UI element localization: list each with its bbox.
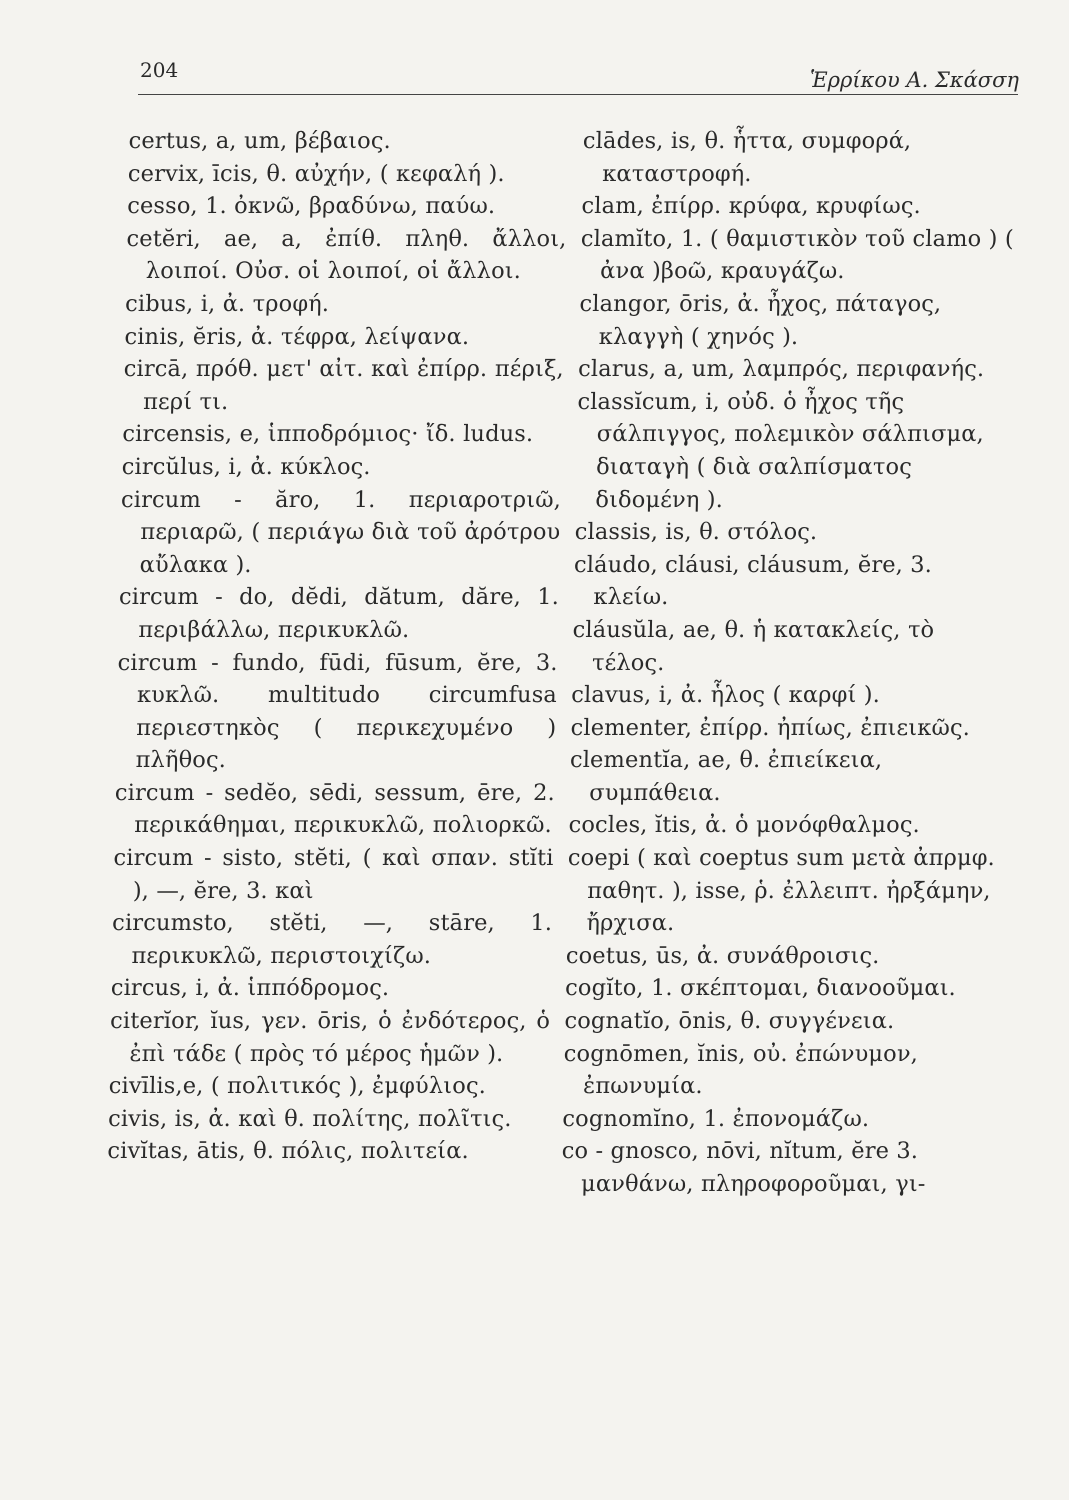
dictionary-entry: cocles, ĭtis, ἀ. ὁ μονόφθαλμος. xyxy=(568,812,921,839)
dictionary-entry: clarus, a, um, λαμπρός, περιφανής. xyxy=(577,356,985,383)
dictionary-entry: cognatĭo, ōnis, θ. συγγένεια. xyxy=(564,1008,895,1035)
dictionary-entry: certus, a, um, βέβαιος. xyxy=(128,128,392,154)
dictionary-entry: circus, i, ἀ. ἱππόδρομος. xyxy=(110,975,390,1002)
dictionary-entry: clangor, ōris, ἀ. ἦχος, πάταγος, κλαγγὴ ( χηνός ). xyxy=(579,290,942,350)
dictionary-entry: circŭlus, i, ἀ. κύκλος. xyxy=(121,453,372,480)
dictionary-entry: circum - fundo, fūdi, fūsum, ĕre, 3. κυκλῶ. multitudo circumfusa περιεστηκὸς ( περικεχυμένο ) πλῆθος. xyxy=(117,649,558,774)
dictionary-entry: cogĭto, 1. σκέπτομαι, διανοοῦμαι. xyxy=(564,975,957,1002)
dictionary-entry: cibus, i, ἀ. τροφή. xyxy=(124,290,330,317)
dictionary-entry: circum - do, dĕdi, dătum, dăre, 1. περιβάλλω, περικυκλῶ. xyxy=(118,584,560,643)
dictionary-entry: civis, is, ἀ. καὶ θ. πολίτης, πολῖτις. xyxy=(107,1105,512,1132)
dictionary-entry: clamĭto, 1. ( θαμιστικὸν τοῦ clamo ) ( ἀνα )βοῶ, κραυγάζω. xyxy=(580,225,1015,285)
dictionary-entry: circā, πρόθ. μετ' αἰτ. καὶ ἐπίρρ. πέριξ, περί τι. xyxy=(123,356,565,415)
dictionary-entry: coepi ( καὶ coeptus sum μετὰ ἀπρμφ. παθητ. ), isse, ῥ. ἐλλειπτ. ἠρξάμην, ἤρχισα. xyxy=(567,845,996,937)
running-head: Ἑρρίκου Α. Σκάσση xyxy=(809,68,1019,92)
dictionary-entry: citerĭor, ĭus, γεν. ōris, ὁ ἐνδότερος, ὁ ἐπὶ τάδε ( πρὸς τό μέρος ἡμῶν ). xyxy=(109,1008,551,1067)
dictionary-entry: classis, is, θ. στόλος. xyxy=(574,519,818,546)
dictionary-entry: cláudo, cláusi, cláusum, ĕre, 3. κλείω. xyxy=(573,551,933,611)
dictionary-entry: civĭtas, ātis, θ. πόλις, πολιτεία. xyxy=(107,1138,470,1165)
dictionary-entry: cláusŭla, ae, θ. ἡ κατακλείς, τὸ τέλος. xyxy=(572,616,935,676)
dictionary-entry: clādes, is, θ. ἧττα, συμφορά, καταστροφή. xyxy=(582,128,912,187)
dictionary-entry: cervix, īcis, θ. αὐχήν, ( κεφαλή ). xyxy=(127,160,506,187)
dictionary-entry: circum - sisto, stĕti, ( καὶ σπαν. stĭti ), —, ĕre, 3. καὶ xyxy=(113,845,554,904)
dictionary-entry: circum - sedĕo, sēdi, sessum, ēre, 2. περικάθημαι, περικυκλῶ, πολιορκῶ. xyxy=(114,779,556,839)
left-column xyxy=(107,125,569,1168)
dictionary-entry: classĭcum, i, οὐδ. ὁ ἦχος τῆς σάλπιγγος, πολεμικὸν σάλπισμα, διαταγὴ ( διὰ σαλπίσματος διδομένη ). xyxy=(577,388,985,513)
dictionary-entry: cognomĭno, 1. ἐπονομάζω. xyxy=(562,1105,870,1132)
dictionary-entry: clementer, ἐπίρρ. ἠπίως, ἐπιεικῶς. xyxy=(570,714,971,741)
dictionary-entry: clam, ἐπίρρ. κρύφα, κρυφίως. xyxy=(581,193,922,220)
dictionary-entry: co - gnosco, nōvi, nĭtum, ĕre 3. μανθάνω, πληροφοροῦμαι, γι- xyxy=(561,1138,926,1197)
dictionary-entry: circum - ăro, 1. περιαροτριῶ, περιαρῶ, ( περιάγω διὰ τοῦ ἀρότρου αὔλακα ). xyxy=(120,486,562,578)
dictionary-entry: cognōmen, ĭnis, οὐ. ἐπώνυμον, ἐπωνυμία. xyxy=(563,1040,919,1100)
dictionary-entry: cinis, ĕris, ἀ. τέφρα, λείψανα. xyxy=(124,323,470,350)
header-rule xyxy=(138,94,1018,95)
dictionary-entry: cesso, 1. ὀκνῶ, βραδύνω, παύω. xyxy=(126,193,496,220)
dictionary-entry: circensis, e, ἱπποδρόμιος· ἴδ. ludus. xyxy=(122,421,534,448)
dictionary-entry: clavus, i, ἀ. ἧλος ( καρφί ). xyxy=(571,682,881,709)
page-number: 204 xyxy=(140,58,179,82)
dictionary-entry: civīlis,e, ( πολιτικός ), ἐμφύλιος. xyxy=(108,1073,487,1100)
dictionary-entry: coetus, ūs, ἀ. συνάθροισις. xyxy=(565,942,880,969)
right-column xyxy=(561,125,1024,1201)
dictionary-entry: clementĭa, ae, θ. ἐπιείκεια, συμπάθεια. xyxy=(569,747,883,806)
dictionary-entry: cetĕri, ae, a, ἐπίθ. πληθ. ἄλλοι, λοιποί. Οὐσ. οἱ λοιποί, οἱ ἄλλοι. xyxy=(126,225,567,285)
dictionary-entry: circumsto, stĕti, —, stāre, 1. περικυκλῶ, περιστοιχίζω. xyxy=(111,910,553,969)
